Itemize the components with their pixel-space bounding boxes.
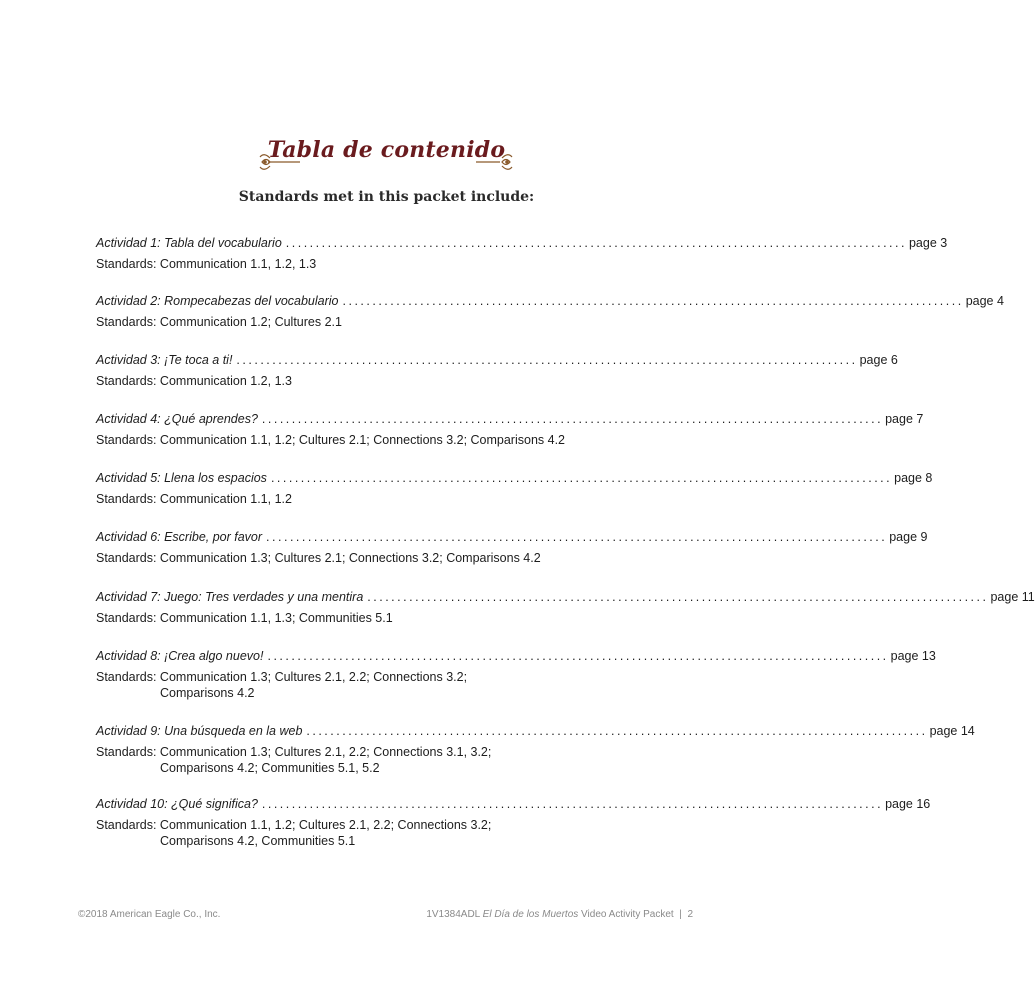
footer-copyright: ©2018 American Eagle Co., Inc. [78, 909, 221, 920]
toc-page-number: page 9 [889, 530, 928, 544]
standards-line-continued: Comparisons 4.2 [160, 686, 255, 700]
dot-leader: ........................................................................................................ [342, 294, 964, 308]
footer-code: 1V1384ADL [426, 909, 480, 920]
toc-standards [96, 491, 660, 507]
toc-activity-title: Actividad 2: Rompecabezas del vocabulario [96, 294, 339, 308]
toc-activity-title: Actividad 10: ¿Qué significa? [96, 797, 258, 811]
standards-line: Standards: Communication 1.1, 1.3; Communities 5.1 [96, 611, 393, 625]
toc-standards [96, 256, 660, 272]
toc-standards [96, 817, 660, 849]
standards-line: Standards: Communication 1.3; Cultures 2.1, 2.2; Connections 3.2; [96, 670, 468, 684]
dot-leader: ........................................................................................................ [367, 590, 989, 604]
toc-activity-title: Actividad 5: Llena los espacios [96, 471, 267, 485]
toc-page-number: page 6 [859, 353, 898, 367]
toc-entry-10 [96, 796, 931, 849]
toc-entry-9 [96, 723, 975, 776]
toc-page-number: page 14 [929, 724, 975, 738]
standards-line-continued: Comparisons 4.2; Communities 5.1, 5.2 [160, 761, 380, 775]
dot-leader: ........................................................................................................ [270, 471, 893, 485]
page-title: Tabla de contenido [267, 137, 506, 163]
footer-product-title: El Día de los Muertos [482, 909, 579, 920]
dot-leader: ........................................................................................................ [267, 649, 889, 663]
title-block [0, 137, 773, 177]
footer-page-number: 2 [687, 909, 693, 920]
footer-separator: | [679, 909, 682, 920]
toc-entry-1 [96, 235, 948, 272]
toc-activity-title: Actividad 1: Tabla del vocabulario [96, 236, 282, 250]
dot-leader: ........................................................................................................ [261, 797, 884, 811]
footer-product-suffix: Video Activity Packet [581, 909, 674, 920]
toc-page-number: page 4 [965, 294, 1004, 308]
toc-activity-title: Actividad 3: ¡Te toca a ti! [96, 353, 233, 367]
standards-line: Standards: Communication 1.1, 1.2 [96, 492, 292, 506]
toc-entry-2 [96, 293, 1004, 330]
standards-line: Standards: Communication 1.1, 1.2, 1.3 [96, 257, 317, 271]
toc-entry-5 [96, 470, 933, 507]
toc-page-number: page 11 [990, 590, 1035, 604]
toc-activity-title: Actividad 7: Juego: Tres verdades y una mentira [96, 590, 364, 604]
standards-line: Standards: Communication 1.1, 1.2; Cultures 2.1, 2.2; Connections 3.2; [96, 818, 492, 832]
toc-standards [96, 610, 660, 626]
toc-standards [96, 550, 660, 566]
standards-line: Standards: Communication 1.1, 1.2; Cultures 2.1; Connections 3.2; Comparisons 4.2 [96, 433, 566, 447]
toc-entry-8 [96, 648, 936, 701]
toc-standards [96, 669, 660, 701]
page-subtitle: Standards met in this packet include: [238, 189, 535, 205]
standards-line: Standards: Communication 1.3; Cultures 2.1; Connections 3.2; Comparisons 4.2 [96, 551, 541, 565]
standards-line-continued: Comparisons 4.2, Communities 5.1 [160, 834, 356, 848]
toc-entry-3 [96, 352, 898, 389]
toc-standards [96, 744, 660, 776]
toc-entry-4 [96, 411, 924, 448]
dot-leader: ........................................................................................................ [266, 530, 888, 544]
toc-page-number: page 8 [894, 471, 933, 485]
standards-line: Standards: Communication 1.3; Cultures 2.1, 2.2; Connections 3.1, 3.2; [96, 745, 492, 759]
footer-product-info [426, 909, 693, 920]
toc-page-number: page 3 [908, 236, 948, 250]
toc-page-number: page 16 [885, 797, 931, 811]
dot-leader: ........................................................................................................ [306, 724, 928, 738]
standards-line: Standards: Communication 1.2; Cultures 2.1 [96, 315, 342, 329]
toc-entry-6 [96, 529, 928, 566]
toc-page-number: page 13 [890, 649, 936, 663]
toc-entry-7 [96, 589, 1035, 626]
toc-activity-title: Actividad 9: Una búsqueda en la web [96, 724, 303, 738]
standards-line: Standards: Communication 1.2, 1.3 [96, 374, 292, 388]
dot-leader: ........................................................................................................ [261, 412, 884, 426]
toc-standards [96, 314, 660, 330]
dot-leader: ........................................................................................................ [236, 353, 858, 367]
toc-page-number: page 7 [885, 412, 924, 426]
dot-leader: ........................................................................................................ [285, 236, 907, 250]
toc-standards [96, 373, 660, 389]
toc-activity-title: Actividad 4: ¿Qué aprendes? [96, 412, 258, 426]
toc-activity-title: Actividad 6: Escribe, por favor [96, 530, 263, 544]
toc-standards [96, 432, 660, 448]
toc-activity-title: Actividad 8: ¡Crea algo nuevo! [96, 649, 264, 663]
